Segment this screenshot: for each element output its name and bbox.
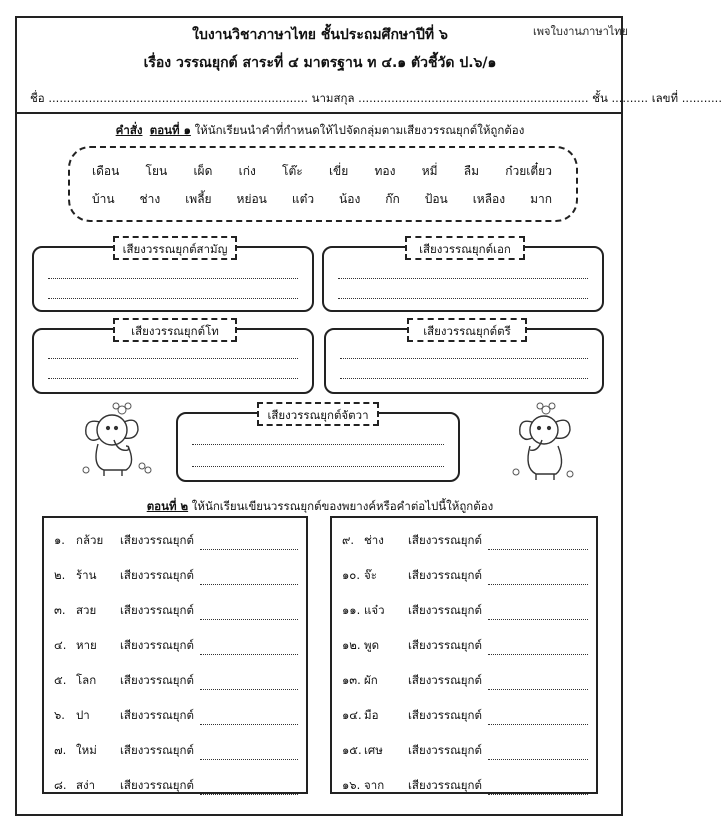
question-field-label: เสียงวรรณยุกต์ xyxy=(408,743,482,757)
answer-blank[interactable] xyxy=(200,540,298,550)
question-number: ๓. xyxy=(54,603,66,617)
surname-label: นามสกุล xyxy=(311,91,355,105)
question-field-label: เสียงวรรณยุกต์ xyxy=(120,778,194,792)
question-row[interactable] xyxy=(54,672,298,690)
ek-category-label: เสียงวรรณยุกต์เอก xyxy=(405,236,525,260)
question-number: ๑๖. xyxy=(342,778,361,792)
word-bank-item: เพลี้ย xyxy=(185,192,212,206)
question-number: ๒. xyxy=(54,568,66,582)
worksheet-title: ใบงานวิชาภาษาไทย ชั้นประถมศึกษาปีที่ ๖ xyxy=(192,27,448,43)
word-bank-item: เผ็ด xyxy=(193,164,213,178)
answer-blank[interactable] xyxy=(200,575,298,585)
question-word: สง่า xyxy=(76,778,96,792)
header-divider xyxy=(15,112,623,114)
question-number: ๑๑. xyxy=(342,603,361,617)
question-row[interactable] xyxy=(342,777,588,795)
question-number: ๘. xyxy=(54,778,67,792)
page-brand: เพจใบงานภาษาไทย xyxy=(533,25,628,38)
question-field-label: เสียงวรรณยุกต์ xyxy=(120,533,194,547)
word-bank-item: โยน xyxy=(145,164,168,178)
word-bank-row-1 xyxy=(92,162,552,181)
word-bank-item: ก๊ก xyxy=(385,192,400,206)
question-number: ๕. xyxy=(54,673,67,687)
question-word: เศษ xyxy=(364,743,383,757)
question-number: ๗. xyxy=(54,743,67,757)
question-word: จาก xyxy=(364,778,385,792)
class-field[interactable]: .......... xyxy=(611,91,649,105)
question-word: ใหม่ xyxy=(76,743,97,757)
word-bank-row-2 xyxy=(92,190,552,209)
elephant-illustration-left xyxy=(76,396,158,480)
answer-blank[interactable] xyxy=(488,540,588,550)
surname-field[interactable]: ............................................................... xyxy=(358,91,589,105)
question-number: ๑๐. xyxy=(342,568,360,582)
question-field-label: เสียงวรรณยุกต์ xyxy=(120,743,194,757)
answer-blank[interactable] xyxy=(488,715,588,725)
question-number: ๑. xyxy=(54,533,65,547)
answer-blank[interactable] xyxy=(488,680,588,690)
question-row[interactable] xyxy=(342,672,588,690)
question-number: ๑๕. xyxy=(342,743,362,757)
command-label: คำสั่ง xyxy=(115,123,143,137)
question-word: แจ๋ว xyxy=(364,603,385,617)
student-info-row xyxy=(30,90,722,108)
word-bank-item: เหลือง xyxy=(472,192,506,206)
question-number: ๖. xyxy=(54,708,65,722)
answer-blank[interactable] xyxy=(200,610,298,620)
word-bank-item: ก๋วยเตี๋ยว xyxy=(505,164,552,178)
question-field-label: เสียงวรรณยุกต์ xyxy=(408,673,482,687)
question-row[interactable] xyxy=(342,707,588,725)
answer-blank[interactable] xyxy=(200,785,298,795)
question-field-label: เสียงวรรณยุกต์ xyxy=(120,638,194,652)
question-row[interactable] xyxy=(54,602,298,620)
word-bank-item: ช่าง xyxy=(139,192,161,206)
question-field-label: เสียงวรรณยุกต์ xyxy=(120,708,194,722)
question-row[interactable] xyxy=(54,567,298,585)
saman-category-label: เสียงวรรณยุกต์สามัญ xyxy=(113,236,237,260)
part2-right-box xyxy=(330,516,598,794)
name-label: ชื่อ xyxy=(30,91,45,105)
elephant-illustration-right xyxy=(506,398,580,484)
word-bank-item: ลืม xyxy=(463,164,480,178)
question-number: ๑๓. xyxy=(342,673,361,687)
question-field-label: เสียงวรรณยุกต์ xyxy=(408,568,482,582)
chattawa-category-label: เสียงวรรณยุกต์จัตวา xyxy=(257,402,379,426)
question-word: หาย xyxy=(76,638,97,652)
part2-instruction-text: ให้นักเรียนเขียนวรรณยุกต์ของพยางค์หรือคำต่อไปนี้ให้ถูกต้อง xyxy=(191,499,494,513)
question-row[interactable] xyxy=(54,637,298,655)
question-field-label: เสียงวรรณยุกต์ xyxy=(408,638,482,652)
question-row[interactable] xyxy=(54,707,298,725)
worksheet-subtitle: เรื่อง วรรณยุกต์ สาระที่ ๔ มาตรฐาน ท ๔.๑ ตัวชี้วัด ป.๖/๑ xyxy=(143,55,497,71)
part2-instruction xyxy=(0,498,640,516)
question-row[interactable] xyxy=(54,742,298,760)
answer-blank[interactable] xyxy=(200,715,298,725)
question-row[interactable] xyxy=(54,532,298,550)
word-bank-item: มาก xyxy=(530,192,552,206)
question-word: โลก xyxy=(76,673,97,687)
question-field-label: เสียงวรรณยุกต์ xyxy=(408,533,482,547)
word-bank-item: หย่อน xyxy=(236,192,267,206)
question-field-label: เสียงวรรณยุกต์ xyxy=(408,708,482,722)
word-bank-item: เดือน xyxy=(92,164,120,178)
answer-blank[interactable] xyxy=(488,750,588,760)
question-number: ๑๒. xyxy=(342,638,361,652)
question-field-label: เสียงวรรณยุกต์ xyxy=(120,568,194,582)
word-bank-item: เก่ง xyxy=(238,164,256,178)
name-field[interactable]: ....................................................................... xyxy=(48,91,308,105)
word-bank-item: เขี่ย xyxy=(328,164,349,178)
answer-blank[interactable] xyxy=(488,575,588,585)
question-word: จ๊ะ xyxy=(364,568,377,582)
answer-blank[interactable] xyxy=(200,750,298,760)
question-word: กล้วย xyxy=(76,533,104,547)
question-number: ๑๔. xyxy=(342,708,362,722)
part1-instruction-text: ให้นักเรียนนำคำที่กำหนดให้ไปจัดกลุ่มตามเสียงวรรณยุกต์ให้ถูกต้อง xyxy=(194,123,525,137)
answer-blank[interactable] xyxy=(200,680,298,690)
part2-left-box xyxy=(42,516,308,794)
word-bank-item: โต๊ะ xyxy=(282,164,303,178)
question-word: มือ xyxy=(364,708,379,722)
word-bank-item: หมี่ xyxy=(421,164,438,178)
question-number: ๙. xyxy=(342,533,355,547)
question-row[interactable] xyxy=(54,777,298,795)
question-word: ร้าน xyxy=(76,568,97,582)
tho-category-label: เสียงวรรณยุกต์โท xyxy=(113,318,237,342)
question-number: ๔. xyxy=(54,638,67,652)
tri-category-label: เสียงวรรณยุกต์ตรี xyxy=(407,318,527,342)
question-word: ช่าง xyxy=(364,533,384,547)
class-label: ชั้น xyxy=(592,91,608,105)
number-label: เลขที่ xyxy=(651,91,679,105)
word-bank-item: ทอง xyxy=(374,164,396,178)
question-row[interactable] xyxy=(342,602,588,620)
question-word: พูด xyxy=(364,638,380,652)
answer-blank[interactable] xyxy=(200,645,298,655)
word-bank-item: บ้าน xyxy=(92,192,115,206)
word-bank xyxy=(68,146,578,222)
question-field-label: เสียงวรรณยุกต์ xyxy=(408,778,482,792)
word-bank-item: ป้อน xyxy=(424,192,448,206)
question-row[interactable] xyxy=(342,637,588,655)
part1-label: ตอนที่ ๑ xyxy=(149,123,191,137)
part2-label: ตอนที่ ๒ xyxy=(146,499,189,513)
number-field[interactable]: ........... xyxy=(681,91,722,105)
question-field-label: เสียงวรรณยุกต์ xyxy=(408,603,482,617)
question-word: ปา xyxy=(76,708,90,722)
question-field-label: เสียงวรรณยุกต์ xyxy=(120,603,194,617)
question-field-label: เสียงวรรณยุกต์ xyxy=(120,673,194,687)
answer-blank[interactable] xyxy=(488,610,588,620)
word-bank-item: แต๋ว xyxy=(291,192,315,206)
question-row[interactable] xyxy=(342,567,588,585)
part1-instruction xyxy=(0,122,640,140)
answer-blank[interactable] xyxy=(488,785,588,795)
answer-blank[interactable] xyxy=(488,645,588,655)
word-bank-item: น้อง xyxy=(339,192,361,206)
question-word: สวย xyxy=(76,603,97,617)
question-row[interactable] xyxy=(342,742,588,760)
question-word: ผัก xyxy=(364,673,378,687)
question-row[interactable] xyxy=(342,532,588,550)
